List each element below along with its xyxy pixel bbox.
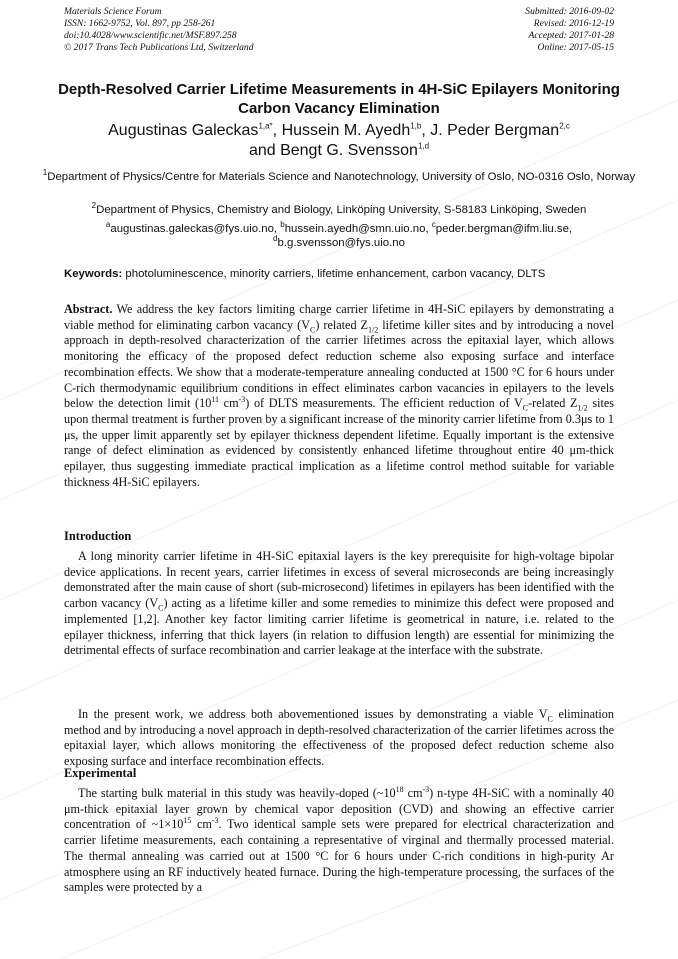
- affiliation-1: $^1$Department of Physics/Centre for Materials Science and Nanotechnology, University of Oslo, NO-0316 Oslo, Norway: [42, 168, 636, 183]
- journal-doi: doi:10.4028/www.scientific.net/MSF.897.258: [64, 30, 237, 41]
- keywords-label: Keywords:: [64, 268, 123, 280]
- date-submitted: Submitted: 2016-09-02: [525, 6, 614, 17]
- keywords: [64, 267, 614, 281]
- author-sup: 2,c: [559, 121, 570, 131]
- abstract-label: Abstract.: [64, 302, 113, 316]
- author-sup: 1,a*: [258, 121, 273, 131]
- date-online: Online: 2017-05-15: [537, 42, 614, 53]
- section-heading-experimental: Experimental: [64, 766, 137, 780]
- email-link[interactable]: b.g.svensson@fys.uio.no: [277, 237, 405, 249]
- experimental-paragraph: The starting bulk material in this study was heavily-doped ($\sim 10^{18}$ $cm^{-3}$) n-type 4H-SiC with a nominally 40 μm-thick epitaxial layer grown by chemical vapor deposition (CVD) and showing an effective carrier concentration of $\sim 1\times 10^{15}$ $cm^{-3}$. Two identical sample sets were prepared for electrical characterization and carrier lifetime measurements, each containing a representative of virginal and thermally processed material. The thermal annealing was carried out at 1500 °C for 6 hours under C-rich conditions in high-purity Ar atmosphere using an RF inductively heated furnace. During the high-temperature processing, the surfaces of the samples were protected by a: [64, 784, 615, 895]
- author-name: and Bengt G. Svensson: [248, 142, 418, 159]
- journal-issn: ISSN: 1662-9752, Vol. 897, pp 258-261: [64, 18, 216, 29]
- author-emails: $^a$augustinas.galeckas@fys.uio.no, $^b$hussein.ayedh@smn.uio.no, $^c$peder.bergman@ifm.liu.se, $^d$b.g.svensson@fys.uio.no: [105, 220, 573, 249]
- author-sup: 1,b: [410, 121, 422, 131]
- affiliation-2: $^2$Department of Physics, Chemistry and Biology, Linköping University, S-58183 Linköping, Sweden: [91, 201, 587, 216]
- email-link[interactable]: hussein.ayedh@smn.uio.no,: [284, 223, 432, 235]
- author-list: Augustinas Galeckas$^{1,a*}$, Hussein M. Ayedh$^{1,b}$, J. Peder Bergman$^{2,c}$ and Bengt G. Svensson$^{1,d}$: [108, 121, 570, 159]
- date-accepted: Accepted: 2017-01-28: [528, 30, 614, 41]
- email-link[interactable]: augustinas.galeckas@fys.uio.no,: [110, 223, 281, 235]
- author-name: Augustinas Galeckas: [108, 122, 259, 139]
- journal-copyright: © 2017 Trans Tech Publications Ltd, Switzerland: [64, 42, 254, 53]
- date-revised: Revised: 2016-12-19: [533, 18, 614, 29]
- author-sup: 1,d: [417, 141, 430, 151]
- publication-dates: [525, 6, 614, 54]
- keywords-text: photoluminescence, minority carriers, lifetime enhancement, carbon vacancy, DLTS: [125, 268, 546, 280]
- journal-info: [64, 6, 254, 54]
- abstract: Abstract. We address the key factors limiting charge carrier lifetime in 4H-SiC epilayers by demonstrating a viable method for eliminating carbon vacancy $(V_C)$ related $Z_{1/2}$ lifetime killer sites and by introducing a novel approach in depth-resolved characterization of the carrier lifetimes across the epitaxial layer, which allows monitoring the efficacy of the proposed defect reduction scheme also exposing surface and interface recombination effects. We show that a moderate-temperature annealing conducted at 1500 °C for 6 hours under C-rich thermodynamic equilibrium conditions in effect eliminates carbon vacancies in epilayers to the levels below the detection limit ($10^{11}$ $cm^{-3}$) of DLTS measurements. The efficient reduction of $V_C$-related $Z_{1/2}$ sites upon thermal treatment is further proven by a significant increase of the minority carrier lifetime from 0.3μs to 1 μs, the upper limit apparently set by epilayer thickness dependent lifetime. Equally important is the extensive range of defect elimination as evidenced by consistently enhanced lifetime throughout entire 40 μm-thick epilayer, thus suggesting immediate practical implication as a lifetime control method suitable for variable thickness 4H-SiC epilayers.: [64, 302, 615, 489]
- introduction-paragraph: A long minority carrier lifetime in 4H-SiC epitaxial layers is the key prerequisite for high-voltage bipolar device applications. In recent years, carrier lifetimes in excess of several microseconds are being increasingly demonstrated after the main cause of short (sub-microsecond) lifetimes in epilayers has been identified with the carbon vacancy $(V_C)$ acting as a lifetime killer and some remedies to minimize this defect were proposed and implemented [1,2]. Another key factor limiting carrier lifetime is geometrical in nature, i.e. related to the epilayer thickness, inferring that thick layers (in relation to diffusion length) are essential for minimizing the detrimental effects of surface recombination and carrier leakage at the interface with the substrate.: [64, 549, 614, 658]
- introduction-paragraph: In the present work, we address both abovementioned issues by demonstrating a viable $V_C$ elimination method and by introducing a novel approach in depth-resolved characterization of the carrier lifetimes across the epitaxial layer, which allows monitoring the effectiveness of the proposed defect reduction scheme also exposing surface and interface recombination effects.: [64, 707, 614, 769]
- email-link[interactable]: peder.bergman@ifm.liu.se,: [435, 223, 573, 235]
- paper-title: Depth-Resolved Carrier Lifetime Measurements in 4H-SiC Epilayers Monitoring Carbon Vacancy Elimination: [58, 81, 620, 117]
- author-name: Hussein M. Ayedh: [281, 122, 411, 139]
- section-heading-introduction: Introduction: [64, 529, 132, 543]
- journal-name: Materials Science Forum: [64, 6, 162, 17]
- author-name: J. Peder Bergman: [430, 122, 560, 139]
